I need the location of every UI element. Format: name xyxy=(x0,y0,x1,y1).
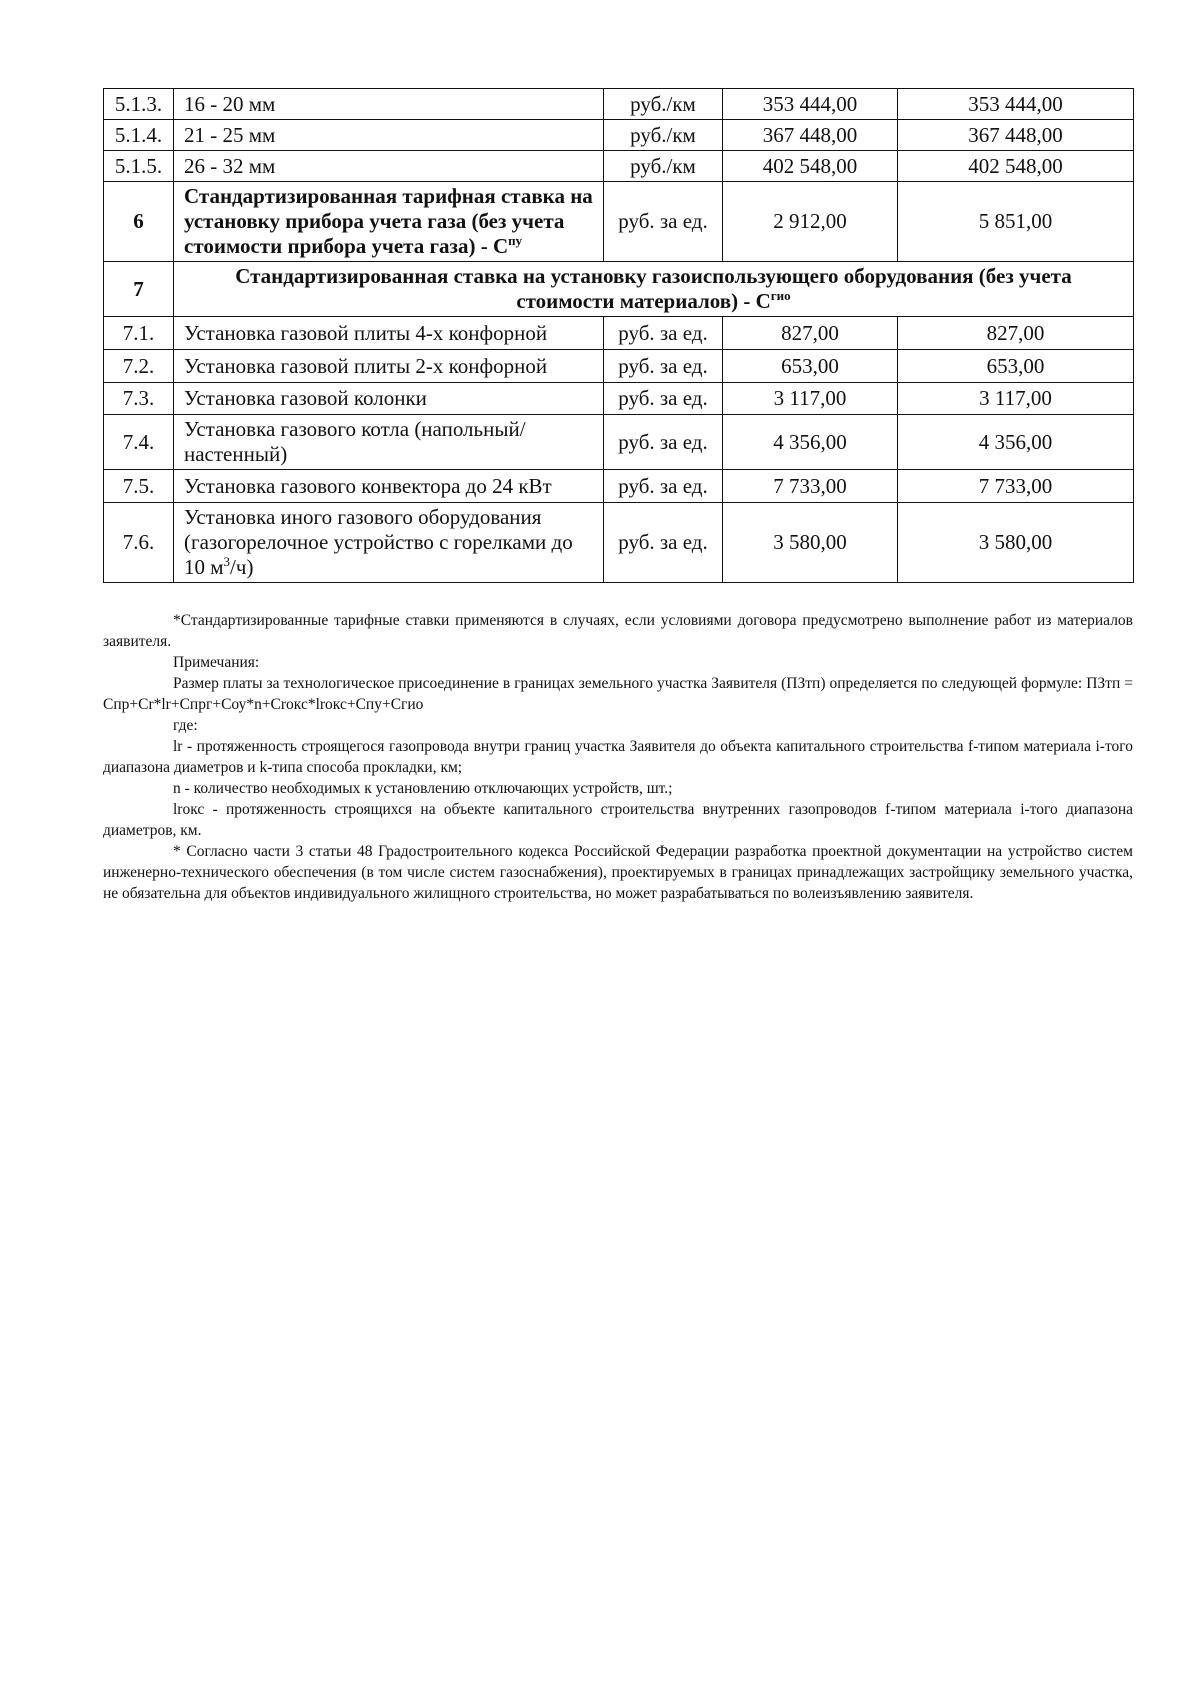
row-value-1: 353 444,00 xyxy=(723,89,898,120)
row-number: 7.2. xyxy=(104,350,174,383)
row-description xyxy=(174,182,604,262)
row-value-2: 7 733,00 xyxy=(898,470,1134,503)
row-value-2: 5 851,00 xyxy=(898,182,1134,262)
row-value-2: 653,00 xyxy=(898,350,1134,383)
row-description: 26 - 32 мм xyxy=(174,151,604,182)
table-row xyxy=(104,350,1134,383)
footnote-design-docs: * Согласно части 3 статьи 48 Градостроительного кодекса Российской Федерации разработка проектной документации на устройство систем инженерно-технического обеспечения (в том числе систем газоснабжения), проектируемых в границах принадлежащих застройщику земельного участка, не обязательна для объектов индивидуального жилищного строительства, но может разрабатываться по волеизъявлению заявителя. xyxy=(103,843,1133,902)
row-value-2: 3 580,00 xyxy=(898,503,1134,583)
row-unit: руб. за ед. xyxy=(604,182,723,262)
row-description: Установка газового котла (напольный/настенный) xyxy=(174,415,604,470)
row-value-2: 402 548,00 xyxy=(898,151,1134,182)
row-description-superscript: пу xyxy=(508,233,523,248)
formula: ПЗтп = Спр+Сr*lr+Спрг+Соу*n+Сrокс*lrокс+Спу+Сгио xyxy=(103,675,1133,713)
row-value-1: 4 356,00 xyxy=(723,415,898,470)
tariff-table xyxy=(103,88,1134,583)
row-number: 6 xyxy=(104,182,174,262)
row-description: 16 - 20 мм xyxy=(174,89,604,120)
row-unit: руб. за ед. xyxy=(604,350,723,383)
row-value-2: 827,00 xyxy=(898,317,1134,350)
row-number: 5.1.3. xyxy=(104,89,174,120)
row-value-1: 2 912,00 xyxy=(723,182,898,262)
row-unit: руб./км xyxy=(604,89,723,120)
table-row xyxy=(104,89,1134,120)
row-description: Установка газовой колонки xyxy=(174,383,604,415)
row-value-2: 353 444,00 xyxy=(898,89,1134,120)
row-number: 7.5. xyxy=(104,470,174,503)
row-value-1: 7 733,00 xyxy=(723,470,898,503)
row-value-1: 402 548,00 xyxy=(723,151,898,182)
row-number: 7 xyxy=(104,262,174,317)
row-value-2: 3 117,00 xyxy=(898,383,1134,415)
notes-heading: Примечания: xyxy=(173,654,260,671)
row-unit: руб. за ед. xyxy=(604,503,723,583)
footnote-materials: *Стандартизированные тарифные ставки применяются в случаях, если условиями договора предусмотрено выполнение работ из материалов заявителя. xyxy=(103,612,1133,650)
row-description xyxy=(174,503,604,583)
row-number: 5.1.5. xyxy=(104,151,174,182)
row-unit: руб. за ед. xyxy=(604,383,723,415)
row-number: 7.1. xyxy=(104,317,174,350)
row-unit: руб. за ед. xyxy=(604,317,723,350)
row-value-2: 4 356,00 xyxy=(898,415,1134,470)
row-description-text: Стандартизированная тарифная ставка на установку прибора учета газа (без учета стоимости прибора учета газа) - С xyxy=(184,184,593,258)
row-description: Установка газовой плиты 2-х конфорной xyxy=(174,350,604,383)
row-number: 7.3. xyxy=(104,383,174,415)
formula-paragraph xyxy=(103,673,1133,715)
table-row xyxy=(104,415,1134,470)
row-description: 21 - 25 мм xyxy=(174,120,604,151)
table-row xyxy=(104,317,1134,350)
row-value-1: 3 117,00 xyxy=(723,383,898,415)
row-description: Установка газового конвектора до 24 кВт xyxy=(174,470,604,503)
definition-l: lr - протяженность строящегося газопровода внутри границ участка Заявителя до объекта капитального строительства f-типом материала i-того диапазона диаметров и k-типа способа прокладки, км; xyxy=(103,738,1133,776)
table-row xyxy=(104,470,1134,503)
table-row xyxy=(104,182,1134,262)
row-value-1: 367 448,00 xyxy=(723,120,898,151)
formula-intro: Размер платы за технологическое присоединение в границах земельного участка Заявителя (ПЗтп) определяется по следующей формуле: xyxy=(173,675,1083,692)
definition-n: n - количество необходимых к установлению отключающих устройств, шт.; xyxy=(173,780,673,797)
table-row xyxy=(104,151,1134,182)
row-value-1: 827,00 xyxy=(723,317,898,350)
section-header-text: Стандартизированная ставка на установку газоиспользующего оборудования (без учета стоимости материалов) - С xyxy=(235,264,1072,313)
row-unit: руб./км xyxy=(604,120,723,151)
section-header-row xyxy=(104,262,1134,317)
table-row xyxy=(104,383,1134,415)
row-value-1: 3 580,00 xyxy=(723,503,898,583)
row-unit: руб. за ед. xyxy=(604,415,723,470)
definition-lokc: lrокс - протяженность строящихся на объекте капитального строительства внутренних газопроводов f-типом материала i-того диапазона диаметров, км. xyxy=(103,801,1133,839)
table-row xyxy=(104,120,1134,151)
notes-section xyxy=(103,610,1133,904)
section-header-description xyxy=(174,262,1134,317)
row-description-end: /ч) xyxy=(230,555,254,579)
row-description-superscript: 3 xyxy=(223,554,231,569)
row-unit: руб./км xyxy=(604,151,723,182)
row-description: Установка газовой плиты 4-х конфорной xyxy=(174,317,604,350)
table-row xyxy=(104,503,1134,583)
row-description-text: Установка иного газового оборудования (газогорелочное устройство с горелками до 10 м xyxy=(184,505,573,579)
section-header-superscript: гио xyxy=(770,288,791,303)
row-value-1: 653,00 xyxy=(723,350,898,383)
row-value-2: 367 448,00 xyxy=(898,120,1134,151)
row-number: 5.1.4. xyxy=(104,120,174,151)
row-number: 7.6. xyxy=(104,503,174,583)
row-unit: руб. за ед. xyxy=(604,470,723,503)
where-label: где: xyxy=(173,717,198,734)
row-number: 7.4. xyxy=(104,415,174,470)
